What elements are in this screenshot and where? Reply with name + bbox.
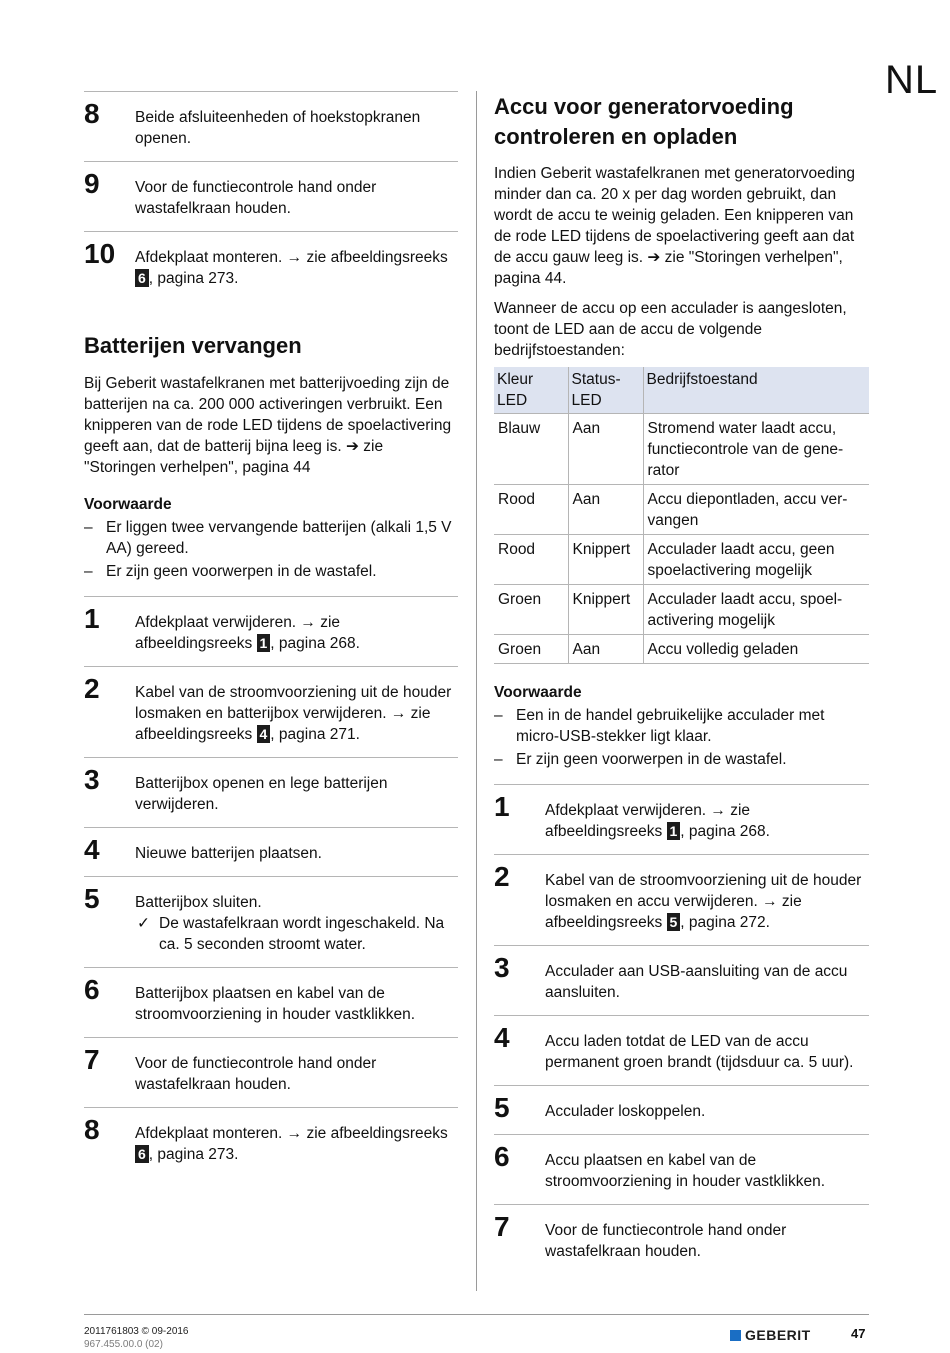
step-text-part: Afdekplaat monteren. → zie afbeeldingsreeks [135,249,448,266]
right-column [494,92,869,1274]
page-number: 47 [851,1326,866,1341]
step-number: 4 [494,1022,510,1053]
table-cell: Acculader laadt accu, spoel-activering mogelijk [643,585,869,635]
document-code-secondary: 967.455.00.0 (02) [84,1339,163,1350]
left-column [84,91,458,1177]
step-text: Nieuwe batterijen plaatsen. [135,845,322,862]
step-text [135,884,458,955]
list-item: – Er zijn geen voorwerpen in de wastafel. [84,563,377,580]
table-cell: Acculader laadt accu, geen spoelactivering mogelijk [643,535,869,585]
step-text-part: Kabel van de stroomvoorziening uit de houder losmaken en accu verwijderen. → zie afbeeldingsreeks [545,872,862,931]
table-cell: Knippert [568,585,643,635]
list-item-text: Een in de handel gebruikelijke acculader met micro-USB-stekker ligt klaar. [516,707,825,745]
table-row [494,414,869,485]
prerequisite-title: Voorwaarde [494,684,582,701]
column-divider [476,91,477,1291]
step-number: 8 [84,98,100,129]
list-item-text: Er liggen twee vervangende batterijen (alkali 1,5 V AA) gereed. [106,519,452,557]
step-text [135,604,458,654]
brand-name: GEBERIT [745,1327,811,1343]
step-number: 10 [84,238,116,269]
intro-paragraph: Bij Geberit wastafelkranen met batterijvoeding zijn de batterijen na ca. 200 000 activeringen verbruikt. Een knipperen van de rode LED tijdens de spoelactivering geeft aan, dat de batterij bijna leeg is. ➔ zie "Storingen verhelpen", pagina 44 [84,375,452,476]
list-item-text: Er zijn geen voorwerpen in de wastafel. [516,751,787,768]
step-number: 1 [84,603,100,634]
table-row [494,535,869,585]
step-number: 6 [84,974,100,1005]
section-heading: Accu voor generatorvoeding controleren en opladen [494,94,794,149]
table-cell: Blauw [494,414,568,485]
step-number: 2 [84,673,100,704]
step-text-main: Batterijbox sluiten. [135,894,262,911]
step-text-part: Kabel van de stroomvoorziening uit de houder losmaken en batterijbox verwijderen. → zie afbeeldingsreeks [135,684,452,743]
step-item [494,854,869,945]
table-cell: Groen [494,585,568,635]
step-item [494,1204,869,1274]
step-item [84,757,458,827]
table-cell: Accu diepontladen, accu ver-vangen [643,485,869,535]
footer-divider [84,1314,869,1315]
step-item [494,1134,869,1204]
step-number: 7 [84,1044,100,1075]
step-text: Voor de functiecontrole hand onder wastafelkraan houden. [135,1055,377,1093]
step-text-part: , pagina 272. [680,914,770,931]
check-icon: ✓ [137,915,150,932]
prerequisite-list [494,705,869,770]
table-cell: Knippert [568,535,643,585]
table-cell: Aan [568,414,643,485]
figure-ref-badge: 5 [667,913,681,931]
step-text [545,792,869,842]
table-cell: Accu volledig geladen [643,635,869,664]
step-number: 6 [494,1141,510,1172]
step-number: 1 [494,791,510,822]
document-code: 2011761803 © 09-2016 [84,1326,189,1337]
step-text-part: Afdekplaat verwijderen. → zie afbeeldingsreeks [135,614,341,652]
table-cell: Aan [568,635,643,664]
step-result-text: De wastafelkraan wordt ingeschakeld. Na ca. 5 seconden stroomt water. [159,915,445,953]
led-status-table [494,367,869,664]
list-item-text: Er zijn geen voorwerpen in de wastafel. [106,563,377,580]
step-number: 2 [494,861,510,892]
figure-ref-badge: 6 [135,269,149,287]
step-number: 5 [84,883,100,914]
step-item [84,666,458,757]
step-item [84,1037,458,1107]
step-item [494,784,869,854]
table-row [494,485,869,535]
list-item: – Een in de handel gebruikelijke acculader met micro-USB-stekker ligt klaar. [494,705,869,747]
prerequisite-list [84,517,458,582]
step-number: 5 [494,1092,510,1123]
list-item: – Er liggen twee vervangende batterijen (alkali 1,5 V AA) gereed. [84,517,458,559]
figure-ref-badge: 6 [135,1145,149,1163]
table-cell: Aan [568,485,643,535]
brand-square-icon [730,1330,741,1341]
step-text [135,1115,458,1165]
step-number: 3 [494,952,510,983]
step-item [494,945,869,1015]
step-text: Accu plaatsen en kabel van de stroomvoorziening in houder vastklikken. [545,1152,825,1190]
step-text: Batterijbox openen en lege batterijen verwijderen. [135,775,388,813]
step-item [84,161,458,231]
step-text: Batterijbox plaatsen en kabel van de stroomvoorziening in houder vastklikken. [135,985,415,1023]
list-item: – Er zijn geen voorwerpen in de wastafel. [494,751,787,768]
step-item [84,596,458,666]
step-number: 7 [494,1211,510,1242]
table-row [494,635,869,664]
table-cell: Stromend water laadt accu, functiecontrole van de gene-rator [643,414,869,485]
step-text: Voor de functiecontrole hand onder wastafelkraan houden. [135,179,377,217]
table-header-row [494,367,869,414]
step-text-part: Afdekplaat verwijderen. → zie afbeeldingsreeks [545,802,751,840]
table-cell: Groen [494,635,568,664]
step-text-part: , pagina 268. [270,635,360,652]
step-text-part: , pagina 273. [148,270,239,287]
table-header-cell: Bedrijfstoestand [643,367,869,414]
step-item [494,1015,869,1085]
figure-ref-badge: 1 [667,822,681,840]
step-item [84,1107,458,1177]
section-heading: Batterijen vervangen [84,333,302,358]
step-text-part: , pagina 273. [148,1146,239,1163]
prerequisite-title: Voorwaarde [84,496,172,513]
step-text-part: , pagina 271. [270,726,360,743]
figure-ref-badge: 4 [257,725,271,743]
table-cell: Rood [494,485,568,535]
step-text: Beide afsluiteenheden of hoekstopkranen openen. [135,109,421,147]
step-item [84,231,458,301]
figure-ref-badge: 1 [257,634,271,652]
step-item [494,1085,869,1134]
brand-logo [730,1327,811,1343]
step-text: Acculader aan USB-aansluiting van de accu aansluiten. [545,963,848,1001]
table-cell: Rood [494,535,568,585]
step-text: Accu laden totdat de LED van de accu permanent groen brandt (tijdsduur ca. 5 uur). [545,1033,854,1071]
step-number: 3 [84,764,100,795]
step-item [84,827,458,876]
step-item [84,91,458,161]
intro-paragraph: Wanneer de accu op een acculader is aangesloten, toont de LED aan de accu de volgende bedrijfstoestanden: [494,300,847,359]
intro-paragraph: Indien Geberit wastafelkranen met generatorvoeding minder dan ca. 20 x per dag worden gebruikt, dan wordt de accu te weinig geladen. Een knipperen van de rode LED tijdens de spoelactivering geeft aan dat de accu gauw leeg is. ➔ zie "Storingen verhelpen", pagina 44. [494,165,856,287]
table-row [494,585,869,635]
table-header-cell: Status-LED [568,367,643,414]
step-text: Acculader loskoppelen. [545,1103,706,1120]
step-number: 9 [84,168,100,199]
step-text [545,862,869,933]
step-text-part: , pagina 268. [680,823,770,840]
step-item [84,876,458,967]
language-tag: NL [885,58,939,102]
step-text: Voor de functiecontrole hand onder wastafelkraan houden. [545,1222,787,1260]
step-number: 4 [84,834,100,865]
table-header-cell: Kleur LED [494,367,568,414]
step-item [84,967,458,1037]
step-text-part: Afdekplaat monteren. → zie afbeeldingsreeks [135,1125,448,1142]
step-text [135,674,458,745]
step-result [135,913,458,955]
step-number: 8 [84,1114,100,1145]
step-text [135,239,458,289]
